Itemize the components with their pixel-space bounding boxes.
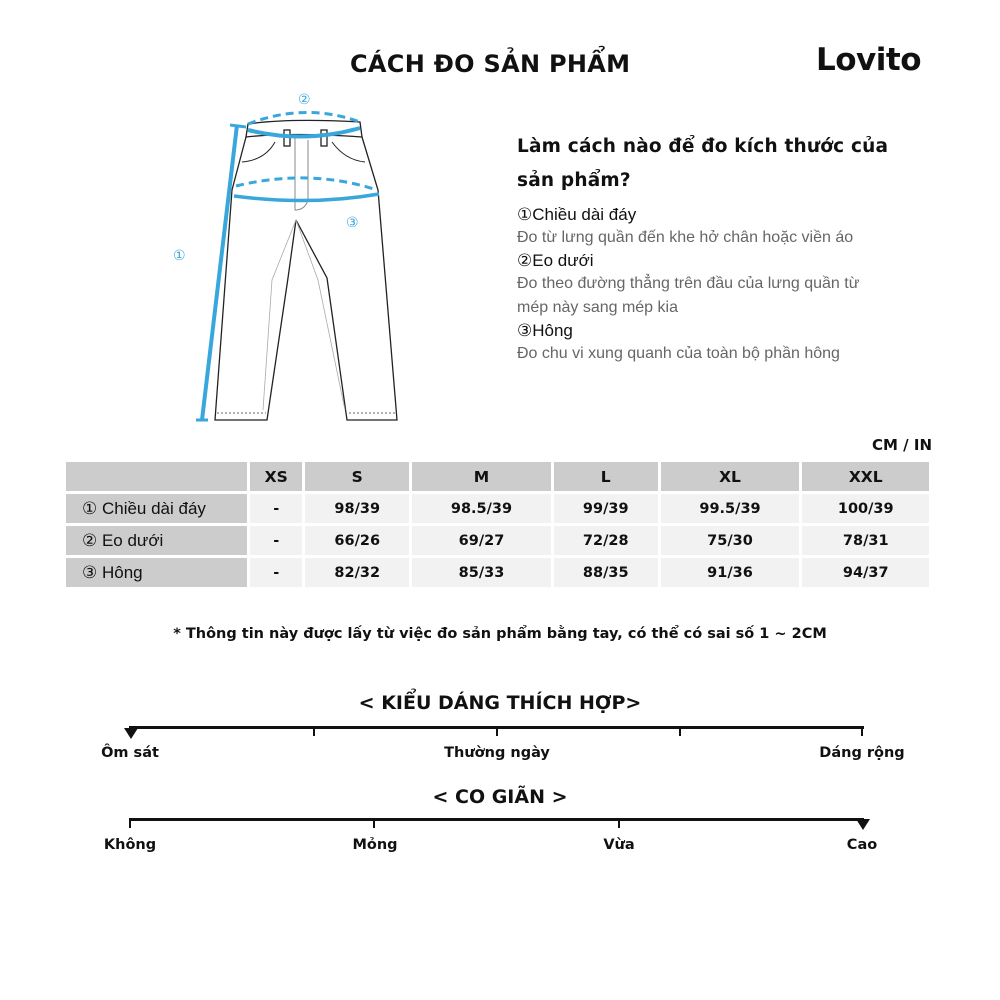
guide-item-waist — [517, 250, 917, 320]
page-title: CÁCH ĐO SẢN PHẨM — [350, 50, 631, 78]
fit-label-regular: Thường ngày — [444, 745, 550, 761]
scale-tick — [861, 726, 863, 736]
table-row — [66, 526, 929, 555]
stretch-selected-marker-icon — [856, 819, 870, 830]
stretch-label-thin: Mỏng — [352, 837, 398, 853]
guide-item-length — [517, 204, 917, 250]
scale-tick — [313, 726, 315, 736]
table-cell: 69/27 — [412, 526, 551, 555]
table-cell: 100/39 — [802, 494, 929, 523]
guide-item-title: ③Hông — [517, 321, 573, 340]
guide-question-line2: sản phẩm? — [517, 170, 631, 191]
row-label: ① Chiều dài đáy — [66, 494, 247, 523]
table-row — [66, 558, 929, 587]
measurement-note: * Thông tin này được lấy từ việc đo sản phẩm bằng tay, có thể có sai số 1 ~ 2CM — [173, 626, 827, 642]
stretch-scale-line — [129, 818, 864, 821]
table-cell: 91/36 — [661, 558, 800, 587]
guide-item-title: ②Eo dưới — [517, 251, 594, 270]
table-header-cell: XL — [661, 462, 800, 491]
scale-tick — [679, 726, 681, 736]
table-cell: 88/35 — [554, 558, 658, 587]
guide-item-desc: Đo chu vi xung quanh của toàn bộ phần hông — [517, 345, 840, 362]
table-cell: 75/30 — [661, 526, 800, 555]
stretch-label-medium: Vừa — [603, 837, 635, 853]
scale-tick — [496, 726, 498, 736]
table-cell: - — [250, 494, 302, 523]
table-header-cell: XXL — [802, 462, 929, 491]
table-header-cell: L — [554, 462, 658, 491]
row-label: ② Eo dưới — [66, 526, 247, 555]
guide-item-hip — [517, 320, 917, 366]
fit-label-loose: Dáng rộng — [819, 745, 905, 761]
label-2: ② — [298, 92, 311, 108]
brand-logo: Lovito — [816, 42, 922, 78]
table-header-row — [66, 462, 929, 491]
unit-label: CM / IN — [872, 436, 932, 454]
stretch-label-high: Cao — [846, 837, 878, 853]
table-header-cell: M — [412, 462, 551, 491]
table-cell: 94/37 — [802, 558, 929, 587]
table-cell: 82/32 — [305, 558, 409, 587]
guide-item-title: ①Chiều dài đáy — [517, 205, 637, 224]
table-cell: - — [250, 558, 302, 587]
table-cell: - — [250, 526, 302, 555]
table-cell: 72/28 — [554, 526, 658, 555]
pants-illustration-icon — [160, 80, 400, 430]
table-row — [66, 494, 929, 523]
stretch-scale-title: < CO GIÃN > — [432, 786, 568, 808]
guide-question-line1: Làm cách nào để đo kích thước của — [517, 136, 889, 157]
label-3: ③ — [346, 215, 359, 231]
fit-scale-title: < KIỂU DÁNG THÍCH HỢP> — [358, 692, 642, 714]
table-header-cell: XS — [250, 462, 302, 491]
table-cell: 66/26 — [305, 526, 409, 555]
pants-measurement-diagram — [160, 80, 400, 430]
scale-tick — [129, 818, 131, 828]
measurement-guide — [517, 130, 917, 366]
guide-item-desc: Đo theo đường thẳng trên đầu của lưng quần từ — [517, 275, 860, 292]
table-cell: 78/31 — [802, 526, 929, 555]
fit-label-tight: Ôm sát — [101, 745, 159, 761]
row-label: ③ Hông — [66, 558, 247, 587]
scale-tick — [618, 818, 620, 828]
guide-item-desc: mép này sang mép kia — [517, 299, 678, 316]
fit-selected-marker-icon — [124, 728, 138, 739]
guide-item-desc: Đo từ lưng quần đến khe hở chân hoặc viền áo — [517, 229, 854, 246]
table-cell: 85/33 — [412, 558, 551, 587]
table-cell: 98/39 — [305, 494, 409, 523]
stretch-label-none: Không — [103, 837, 157, 853]
table-cell: 98.5/39 — [412, 494, 551, 523]
label-1: ① — [173, 248, 186, 264]
table-cell: 99.5/39 — [661, 494, 800, 523]
scale-tick — [373, 818, 375, 828]
table-header-cell — [66, 462, 247, 491]
size-table — [63, 459, 932, 590]
table-header-cell: S — [305, 462, 409, 491]
table-cell: 99/39 — [554, 494, 658, 523]
